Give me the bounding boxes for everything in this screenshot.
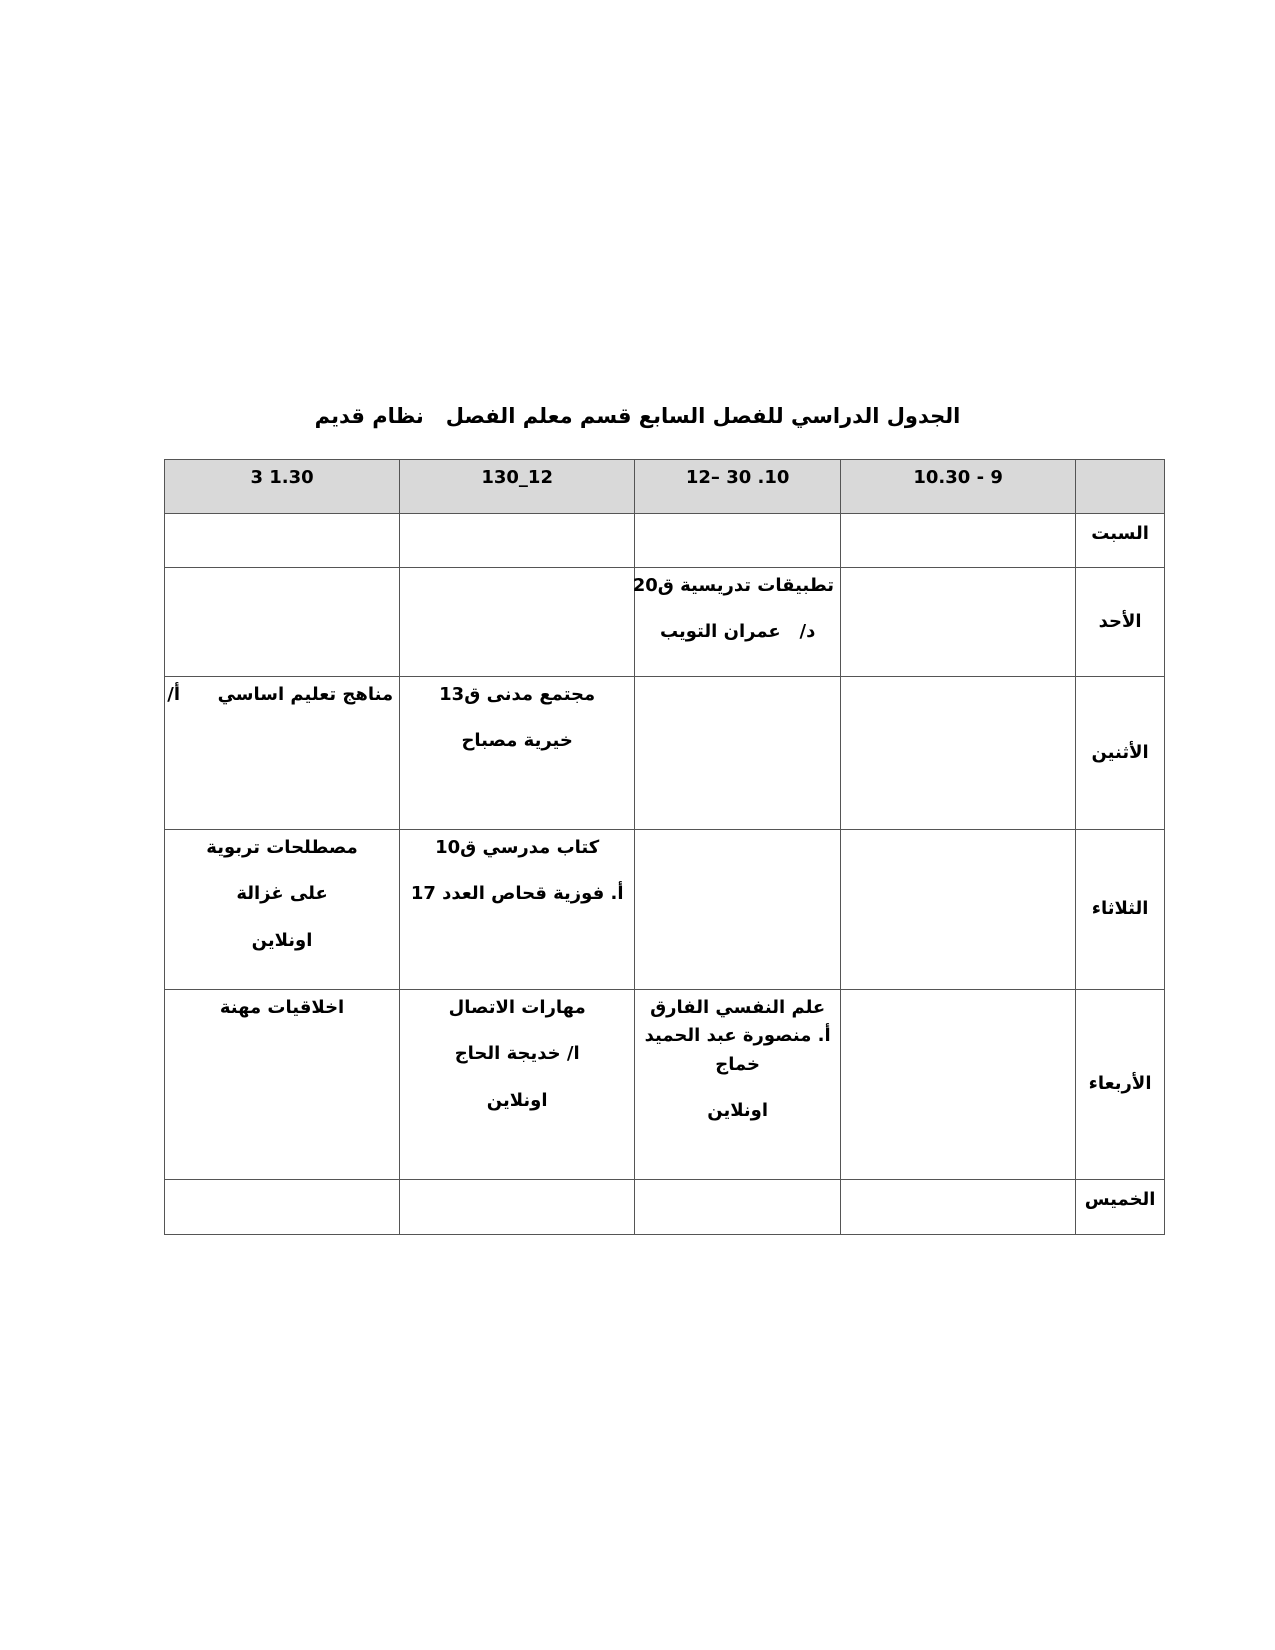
cell-sun-12-130 <box>400 568 635 677</box>
cell-tue-130-3 <box>165 830 400 990</box>
cell-wed-9-1030 <box>841 990 1076 1180</box>
cell-thu-1030-12 <box>635 1180 841 1235</box>
instructor-name-continued: خماج <box>715 1053 761 1075</box>
day-label-wednesday: الأربعاء <box>1076 990 1165 1180</box>
cell-mon-130-3 <box>165 677 400 830</box>
table-row <box>165 677 1165 830</box>
course-name: مجتمع مدنى ق13 <box>439 684 596 705</box>
cell-sat-12-130 <box>400 514 635 568</box>
cell-wed-130-3 <box>165 990 400 1180</box>
cell-tue-12-130 <box>400 830 635 990</box>
table-row <box>165 514 1165 568</box>
cell-mon-9-1030 <box>841 677 1076 830</box>
day-label-saturday: السبت <box>1076 514 1165 568</box>
cell-thu-12-130 <box>400 1180 635 1235</box>
cell-sun-130-3 <box>165 568 400 677</box>
instructor-name: على غزالة <box>236 883 328 905</box>
cell-thu-130-3 <box>165 1180 400 1235</box>
cell-tue-1030-12 <box>635 830 841 990</box>
corner-cell <box>1076 460 1165 514</box>
time-header-130-3: 3 1.30 <box>165 460 400 514</box>
time-header-1030-12: 12– 30 .10 <box>635 460 841 514</box>
delivery-mode: اونلاين <box>486 1089 548 1111</box>
cell-sat-9-1030 <box>841 514 1076 568</box>
schedule-table <box>164 459 1165 1235</box>
instructor-name: أ. فوزية قحاص العدد 17 <box>410 883 624 905</box>
day-label-monday: الأثنين <box>1076 677 1165 830</box>
table-row <box>165 990 1165 1180</box>
course-name: مناهج تعليم اساسي أ/ <box>167 684 394 705</box>
instructor-name: د/ عمران التويب <box>659 621 816 643</box>
time-header-9-1030: 10.30 - 9 <box>841 460 1076 514</box>
cell-sun-9-1030 <box>841 568 1076 677</box>
cell-thu-9-1030 <box>841 1180 1076 1235</box>
cell-mon-1030-12 <box>635 677 841 830</box>
page-title: الجدول الدراسي للفصل السابع قسم معلم الفصل نظام قديم <box>314 404 961 428</box>
instructor-name: ا/ خديجة الحاج <box>454 1043 580 1065</box>
cell-sat-1030-12 <box>635 514 841 568</box>
cell-sun-1030-12 <box>632 568 841 677</box>
cell-wed-12-130 <box>400 990 635 1180</box>
day-label-sunday: الأحد <box>1076 568 1165 677</box>
course-name: اخلاقيات مهنة <box>219 997 345 1018</box>
day-label-tuesday: الثلاثاء <box>1076 830 1165 990</box>
course-name: كتاب مدرسي ق10 <box>435 837 600 858</box>
course-name: مهارات الاتصال <box>448 997 586 1018</box>
course-name: مصطلحات تربوية <box>206 837 358 858</box>
course-name: تطبيقات تدريسية ق20 <box>632 575 835 596</box>
instructor-name: أ. منصورة عبد الحميد <box>644 1025 831 1047</box>
time-header-12-130: 130_12 <box>400 460 635 514</box>
cell-sat-130-3 <box>165 514 400 568</box>
table-row <box>165 568 1165 677</box>
table-row <box>165 1180 1165 1235</box>
cell-tue-9-1030 <box>841 830 1076 990</box>
course-name: علم النفسي الفارق <box>650 997 826 1018</box>
day-label-thursday: الخميس <box>1076 1180 1165 1235</box>
delivery-mode: اونلاين <box>707 1099 769 1121</box>
table-row <box>165 830 1165 990</box>
cell-mon-12-130 <box>400 677 635 830</box>
table-header-row <box>165 460 1165 514</box>
instructor-name: خيرية مصباح <box>461 730 573 752</box>
cell-wed-1030-12 <box>635 990 841 1180</box>
delivery-mode: اونلاين <box>251 929 313 951</box>
